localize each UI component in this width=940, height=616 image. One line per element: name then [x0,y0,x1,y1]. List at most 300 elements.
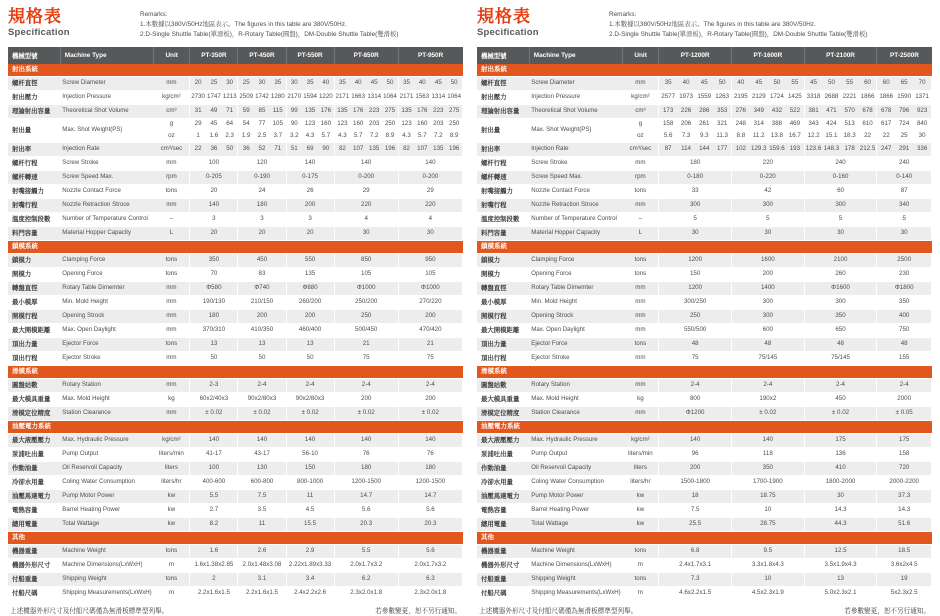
section-row [8,366,463,379]
unit-cell: m [153,559,189,573]
value-cell: 0-190 [238,171,286,185]
unit-cell: m [622,587,658,601]
table-row [477,227,932,241]
value-cell: 2.5 [254,131,270,143]
value-cell: 7.3 [659,573,732,587]
value-cell: ± 0.02 [190,407,238,421]
value-cell: 1700-1900 [732,476,805,490]
section-header: 滑模系統 [8,366,463,379]
row-label-zh: 總用電量 [8,518,60,532]
value-cell: 6.2 [334,573,398,587]
spec-table-left [8,47,463,601]
value-cell: 7.2 [366,131,382,143]
value-cell: 1280 [270,91,286,105]
value-cell: 123 [334,119,350,131]
value-cell: 2171 [398,91,414,105]
value-cell: 1200-1500 [398,476,462,490]
value-cell: 240 [804,157,877,171]
unit-cell: tons [153,254,189,268]
row-label-zh: 射出壓力 [8,91,60,105]
value-cell: 1866 [859,91,877,105]
value-cell: 140 [238,434,286,448]
row-label-zh: 轉盤直徑 [477,282,529,296]
value-cell: 20 [238,227,286,241]
table-row [8,504,463,518]
value-cell: 2.7 [190,504,238,518]
value-cell: 2.0x1.7x3.2 [398,559,462,573]
value-cell: 75 [334,352,398,366]
value-cell: 247 [877,143,895,157]
remarks-line-1: 1.本數據以380V/50Hz地區表示。The figures in this table are 380V/50Hz. [140,20,347,28]
value-cell: 3.7 [270,131,286,143]
value-cell: 0-200 [334,171,398,185]
value-cell: 76 [398,448,462,462]
table-row [8,490,463,504]
value-cell: ± 0.02 [286,407,334,421]
row-label-zh: 油壓馬達電力 [8,490,60,504]
table-row [477,105,932,119]
remarks-label: Remarks: [140,11,168,18]
value-cell: 1973 [677,91,695,105]
row-label-en: Max. Mold Height [529,393,622,407]
value-cell: 40 [677,77,695,91]
table-row [8,143,463,157]
row-label-en: Machine Dimensions(LxWxH) [60,559,153,573]
header-unit: Unit [153,47,189,64]
value-cell: 9.3 [695,131,713,143]
table-header-row [477,47,932,64]
value-cell: 158 [659,119,677,131]
remarks-label: Remarks: [609,11,637,18]
value-cell: 71 [270,143,286,157]
unit-cell: tons [153,338,189,352]
value-cell: 118 [732,448,805,462]
row-label-en: Material Hopper Capacity [529,227,622,241]
value-cell: 2.0x1.7x3.2 [334,559,398,573]
value-cell: 12.2 [804,131,822,143]
value-cell: 950 [398,254,462,268]
value-cell: ± 0.02 [334,407,398,421]
value-cell: 45 [206,119,222,131]
value-cell: 11 [238,518,286,532]
value-cell: 15.5 [286,518,334,532]
value-cell: 190x2 [732,393,805,407]
header-unit: Unit [622,47,658,64]
row-label-zh: 轉盤直徑 [8,282,60,296]
table-row [477,434,932,448]
table-row [477,518,932,532]
value-cell: 51.6 [877,518,932,532]
row-label-zh: 射嘴行程 [8,199,60,213]
unit-cell: kg/cm² [153,434,189,448]
title-block [8,8,140,38]
table-row [477,77,932,91]
value-cell: 0-175 [286,171,334,185]
value-cell: Φ740 [238,282,286,296]
row-label-en: Max. Open Daylight [60,324,153,338]
value-cell: 2.3 [222,131,238,143]
value-cell: 20 [190,77,206,91]
unit-cell: tons [622,545,658,559]
table-row [477,143,932,157]
value-cell: 2129 [750,91,768,105]
row-label-en: Max. Shot Weight(PS) [529,119,622,143]
unit-cell: liters [622,462,658,476]
value-cell: 1314 [430,91,446,105]
table-row [477,352,932,366]
table-row [8,296,463,310]
row-label-zh: 作動油量 [8,462,60,476]
row-label-zh: 射嘴行程 [477,199,529,213]
value-cell: 300 [732,310,805,324]
value-cell: 3.5x1.9x4.3 [804,559,877,573]
value-cell: Φ1200 [659,407,732,421]
value-cell: 0-180 [659,171,732,185]
panel-footer [477,605,932,615]
table-row [477,119,932,131]
value-cell: 5x2.3x2.5 [877,587,932,601]
value-cell: 160 [318,119,334,131]
value-cell: 100 [190,157,238,171]
value-cell: 343 [804,119,822,131]
row-label-en: Screw Diameter [60,77,153,91]
value-cell: 1563 [414,91,430,105]
value-cell: 140 [334,434,398,448]
unit-cell: mm [622,407,658,421]
section-header: 其他 [477,532,932,545]
value-cell: 8.9 [382,131,398,143]
value-cell: 176 [414,105,430,119]
value-cell: 300 [804,296,877,310]
value-cell: 25 [206,77,222,91]
panel-header [8,8,463,42]
value-cell: 1200 [659,282,732,296]
value-cell: 105 [270,119,286,131]
value-cell: 90 [318,143,334,157]
unit-cell: L [622,227,658,241]
value-cell: 10 [732,504,805,518]
row-label-zh: 螺杆行程 [477,157,529,171]
value-cell: 226 [677,105,695,119]
value-cell: 18.75 [732,490,805,504]
value-cell: 200 [286,199,334,213]
value-cell: 75/145 [804,352,877,366]
value-cell: 1590 [895,91,913,105]
table-row [8,227,463,241]
value-cell: 59 [238,105,254,119]
value-cell: 50 [222,143,238,157]
value-cell: 1.6 [190,545,238,559]
unit-cell: mm [622,157,658,171]
row-label-zh: 圓盤站數 [477,379,529,393]
row-label-zh: 泵浦吐出量 [477,448,529,462]
value-cell: 40 [732,77,750,91]
value-cell: 11.2 [750,131,768,143]
value-cell: 36 [206,143,222,157]
value-cell: 75 [659,352,732,366]
remarks [609,8,868,40]
row-label-en: Pump Output [529,448,622,462]
value-cell: 50 [822,77,840,91]
remarks [140,8,399,40]
value-cell: 83 [238,268,286,282]
unit-cell: – [153,213,189,227]
value-cell: 55 [786,77,804,91]
value-cell: 115 [270,105,286,119]
value-cell: 550 [286,254,334,268]
unit-cell: mm [153,77,189,91]
row-label-zh: 機器重量 [477,545,529,559]
unit-cell: tons [622,254,658,268]
value-cell: 30 [804,490,877,504]
value-cell: 45 [366,77,382,91]
value-cell: 2-4 [804,379,877,393]
value-cell: 50 [382,77,398,91]
value-cell: 469 [786,119,804,131]
value-cell: 155 [877,352,932,366]
value-cell: 60 [859,77,877,91]
value-cell: 22 [190,143,206,157]
value-cell: 1314 [366,91,382,105]
value-cell: Φ1000 [398,282,462,296]
value-cell: 200 [238,310,286,324]
unit-cell: kw [153,490,189,504]
value-cell: 180 [659,157,732,171]
value-cell: 45 [750,77,768,91]
unit-cell: mm [622,352,658,366]
value-cell: 200 [286,310,334,324]
section-row [477,421,932,434]
row-label-zh: 射出率 [8,143,60,157]
header-model: PT-450R [238,47,286,64]
value-cell: 64 [222,119,238,131]
value-cell: 424 [822,119,840,131]
table-row [8,352,463,366]
header-model: PT-1200R [659,47,732,64]
value-cell: 180 [398,462,462,476]
value-cell: 15.1 [822,131,840,143]
value-cell: 275 [382,105,398,119]
value-cell: 3.5 [238,504,286,518]
value-cell: 120 [238,157,286,171]
header-model: PT-950R [398,47,462,64]
value-cell: 3 [190,213,238,227]
value-cell: 50 [238,352,286,366]
value-cell: 6.8 [659,545,732,559]
value-cell: 9.5 [732,545,805,559]
value-cell: 82 [398,143,414,157]
value-cell: 2-4 [286,379,334,393]
value-cell: 20.3 [334,518,398,532]
unit-cell: mm [153,407,189,421]
value-cell: 1220 [318,91,334,105]
value-cell: 20 [286,227,334,241]
section-row [8,64,463,77]
unit-cell: kg/cm² [153,91,189,105]
row-label-en: Ejector Force [60,338,153,352]
value-cell: 678 [859,105,877,119]
table-row [8,407,463,421]
value-cell: 1742 [254,91,270,105]
value-cell: 177 [713,143,731,157]
value-cell: 50 [190,352,238,366]
value-cell: 4.5 [286,504,334,518]
value-cell: 220 [334,199,398,213]
row-label-en: Nozzle Retraction Stroce [529,199,622,213]
value-cell: 30 [254,77,270,91]
value-cell: 90x2/80x3 [238,393,286,407]
value-cell: 8.2 [190,518,238,532]
row-label-en: Rotary Station [60,379,153,393]
row-label-en: Coling Water Consumption [60,476,153,490]
value-cell: 2000 [877,393,932,407]
row-label-zh: 射出壓力 [477,91,529,105]
value-cell: 276 [732,105,750,119]
row-label-en: Shipping Weight [60,573,153,587]
value-cell: 350 [190,254,238,268]
value-cell: 724 [895,119,913,131]
value-cell: 129.3 [750,143,768,157]
value-cell: 4.6x2.2x1.5 [659,587,732,601]
value-cell: ± 0.02 [804,407,877,421]
value-cell: 5.6 [334,504,398,518]
value-cell: 35 [334,77,350,91]
value-cell: 1663 [350,91,366,105]
footer-note-right: 若參數變更，恕不另行通知。 [844,608,930,615]
table-row [8,462,463,476]
value-cell: 381 [804,105,822,119]
value-cell: 107 [414,143,430,157]
value-cell: 52 [254,143,270,157]
value-cell: 388 [768,119,786,131]
value-cell: 220 [732,157,805,171]
value-cell: 140 [659,434,732,448]
value-cell: 176 [318,105,334,119]
row-label-zh: 螺杆行程 [8,157,60,171]
table-row [8,105,463,119]
value-cell: 50 [713,77,731,91]
value-cell: 29 [398,185,462,199]
value-cell: 650 [804,324,877,338]
value-cell: 250 [382,119,398,131]
table-row [8,338,463,352]
value-cell: 570 [841,105,859,119]
page-title-zh: 規格表 [477,7,531,26]
value-cell: 5.0x2.3x2.1 [804,587,877,601]
value-cell: 750 [877,324,932,338]
row-label-zh: 射出量 [8,119,60,143]
table-row [477,545,932,559]
row-label-en: Barrel Heating Power [529,504,622,518]
table-row [477,171,932,185]
value-cell: 2.22x1.89x3.33 [286,559,334,573]
value-cell: 51 [286,143,302,157]
unit-cell: mm [622,199,658,213]
unit-cell: oz [622,131,658,143]
unit-cell: oz [153,131,189,143]
unit-cell: m [153,587,189,601]
value-cell: 210/150 [238,296,286,310]
table-row [8,213,463,227]
value-cell: 336 [913,143,931,157]
value-cell: 16.7 [786,131,804,143]
table-row [8,157,463,171]
row-label-en: Injection Rate [60,143,153,157]
value-cell: 1.6x1.38x2.85 [190,559,238,573]
remarks-line-1: 1.本數據以380V/50Hz地區表示。The figures in this table are 380V/50Hz. [609,20,816,28]
page-title-en: Specification [477,26,539,38]
value-cell: 500/450 [334,324,398,338]
value-cell: 600 [732,324,805,338]
value-cell: 148.3 [822,143,840,157]
table-row [8,282,463,296]
value-cell: 136 [804,448,877,462]
value-cell: 75/145 [732,352,805,366]
value-cell: 13 [804,573,877,587]
row-label-en: Opening Strock [60,310,153,324]
unit-cell: cm³ [153,105,189,119]
value-cell: 19 [877,573,932,587]
table-row [8,559,463,573]
value-cell: 260 [804,268,877,282]
value-cell: 29 [334,185,398,199]
row-label-en: Number of Temperature Control [60,213,153,227]
value-cell: 2 [190,573,238,587]
value-cell: 173 [659,105,677,119]
value-cell: 850 [334,254,398,268]
value-cell: 2.6 [238,545,286,559]
value-cell: 36 [238,143,254,157]
row-label-zh: 開模力 [8,268,60,282]
value-cell: 30 [732,227,805,241]
row-label-zh: 冷卻水用量 [477,476,529,490]
table-row [477,91,932,105]
row-label-en: Total Wattage [60,518,153,532]
unit-cell: mm [153,379,189,393]
value-cell: 2-3 [190,379,238,393]
table-row [477,324,932,338]
value-cell: 7.5 [659,504,732,518]
unit-cell: kg/cm² [622,434,658,448]
row-label-en: Shipping Weight [529,573,622,587]
value-cell: 4.5x2.3x1.9 [732,587,805,601]
table-row [477,310,932,324]
row-label-en: Station Clearance [60,407,153,421]
value-cell: 450 [804,393,877,407]
value-cell: 140 [286,434,334,448]
value-cell: 260/200 [286,296,334,310]
row-label-en: Station Clearance [529,407,622,421]
value-cell: 1400 [732,282,805,296]
row-label-en: Max. Hydraulic Pressure [529,434,622,448]
value-cell: 3.3x1.8x4.3 [732,559,805,573]
row-label-zh: 溫度控制段數 [477,213,529,227]
value-cell: 800 [659,393,732,407]
value-cell: 1.6 [206,131,222,143]
value-cell: 135 [430,143,446,157]
value-cell: 340 [877,199,932,213]
footer-note-right: 若參數變更，恕不另行通知。 [375,608,461,615]
value-cell: 286 [695,105,713,119]
row-label-en: Opening Force [529,268,622,282]
value-cell: 250 [659,310,732,324]
table-row [477,379,932,393]
value-cell: 45 [430,77,446,91]
section-row [477,366,932,379]
section-row [8,421,463,434]
value-cell: 13.8 [768,131,786,143]
row-label-zh: 最大液壓壓力 [477,434,529,448]
